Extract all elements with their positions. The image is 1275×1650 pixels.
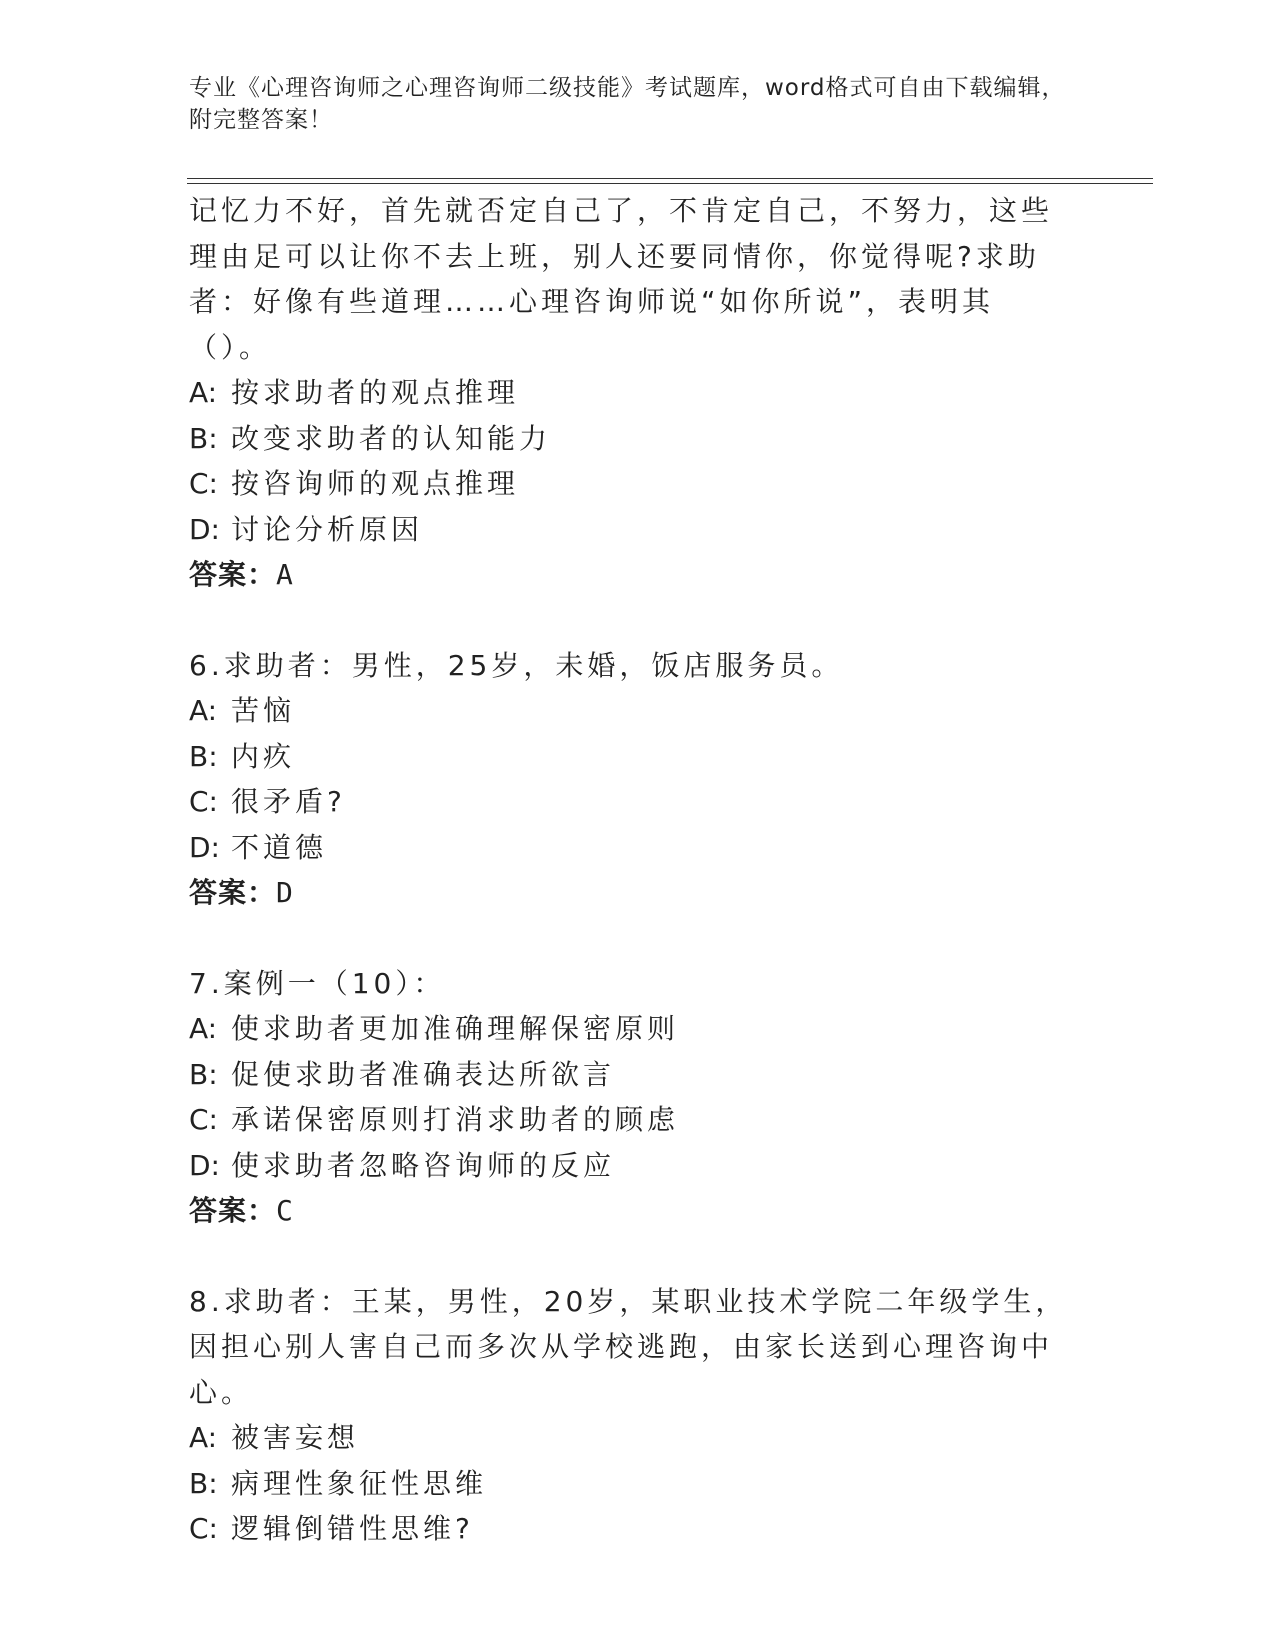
option-key: D: bbox=[189, 512, 220, 546]
option-b bbox=[189, 1461, 1089, 1507]
option-key: B: bbox=[189, 1466, 218, 1500]
option-d bbox=[189, 825, 1089, 871]
header-divider-bottom bbox=[187, 183, 1153, 184]
option-text: 承诺保密原则打消求助者的顾虑 bbox=[231, 1103, 680, 1136]
option-text: 病理性象征性思维 bbox=[231, 1466, 488, 1500]
question-8 bbox=[189, 1279, 1089, 1552]
option-key: A: bbox=[189, 1421, 218, 1454]
option-text: 逻辑倒错性思维? bbox=[231, 1512, 474, 1545]
option-text: 被害妄想 bbox=[231, 1421, 360, 1454]
option-c bbox=[189, 1506, 1089, 1552]
question-text: 记忆力不好，首先就否定自己了，不肯定自己，不努力，这些理由足可以让你不去上班，别人还要同情你，你觉得呢?求助者：好像有些道理……心理咨询师说“如你所说”，表明其（）。 bbox=[189, 194, 1054, 364]
option-key: D: bbox=[189, 830, 220, 864]
option-key: C: bbox=[189, 467, 218, 500]
spacer bbox=[189, 1234, 1089, 1279]
option-key: B: bbox=[189, 1057, 218, 1091]
header-divider-top bbox=[187, 178, 1153, 179]
document-title: 专业《心理咨询师之心理咨询师二级技能》考试题库，word格式可自由下载编辑，附完整答案！ bbox=[189, 75, 1066, 133]
answer-value: A bbox=[276, 558, 293, 591]
option-key: A: bbox=[189, 694, 218, 727]
option-c bbox=[189, 461, 1089, 507]
question-list bbox=[189, 188, 1089, 1552]
option-key: A: bbox=[189, 1012, 218, 1045]
option-text: 不道德 bbox=[231, 830, 328, 864]
option-text: 讨论分析原因 bbox=[231, 512, 424, 546]
option-text: 促使求助者准确表达所欲言 bbox=[231, 1057, 616, 1091]
option-key: C: bbox=[189, 1103, 218, 1136]
option-text: 按求助者的观点推理 bbox=[231, 376, 520, 409]
option-b bbox=[189, 1052, 1089, 1098]
answer-label: 答案： bbox=[189, 1194, 277, 1227]
option-a bbox=[189, 1415, 1089, 1461]
spacer bbox=[189, 598, 1089, 643]
option-text: 内疚 bbox=[231, 739, 296, 773]
question-text: 6.求助者：男性，25岁，未婚，饭店服务员。 bbox=[189, 648, 844, 682]
answer-label: 答案： bbox=[189, 558, 277, 591]
option-text: 使求助者忽略咨询师的反应 bbox=[231, 1148, 616, 1182]
option-text: 改变求助者的认知能力 bbox=[231, 421, 552, 455]
answer-line bbox=[189, 552, 1089, 598]
answer-line bbox=[189, 870, 1089, 916]
option-key: B: bbox=[189, 739, 218, 773]
option-a bbox=[189, 1006, 1089, 1052]
answer-value: D bbox=[276, 876, 293, 909]
option-d bbox=[189, 1143, 1089, 1189]
question-text: 8.求助者：王某，男性，20岁，某职业技术学院二年级学生，因担心别人害自己而多次从学校逃跑，由家长送到心理咨询中心。 bbox=[189, 1284, 1068, 1409]
answer-line bbox=[189, 1188, 1089, 1234]
question-7 bbox=[189, 961, 1089, 1234]
option-key: C: bbox=[189, 785, 218, 818]
option-key: B: bbox=[189, 421, 218, 455]
option-c bbox=[189, 779, 1089, 825]
option-key: D: bbox=[189, 1148, 220, 1182]
question-5-continuation bbox=[189, 188, 1089, 598]
option-text: 苦恼 bbox=[231, 694, 296, 727]
option-c bbox=[189, 1097, 1089, 1143]
option-a bbox=[189, 370, 1089, 416]
option-b bbox=[189, 416, 1089, 462]
option-a bbox=[189, 688, 1089, 734]
answer-label: 答案： bbox=[189, 876, 277, 909]
answer-value: C bbox=[276, 1194, 293, 1227]
option-text: 很矛盾? bbox=[231, 785, 346, 818]
option-d bbox=[189, 507, 1089, 553]
option-text: 按咨询师的观点推理 bbox=[231, 467, 520, 500]
option-b bbox=[189, 734, 1089, 780]
option-key: A: bbox=[189, 376, 218, 409]
question-text: 7.案例一（10）： bbox=[189, 966, 446, 1000]
option-key: C: bbox=[189, 1512, 218, 1545]
spacer bbox=[189, 916, 1089, 961]
option-text: 使求助者更加准确理解保密原则 bbox=[231, 1012, 680, 1045]
question-6 bbox=[189, 643, 1089, 916]
document-header bbox=[189, 72, 1089, 136]
